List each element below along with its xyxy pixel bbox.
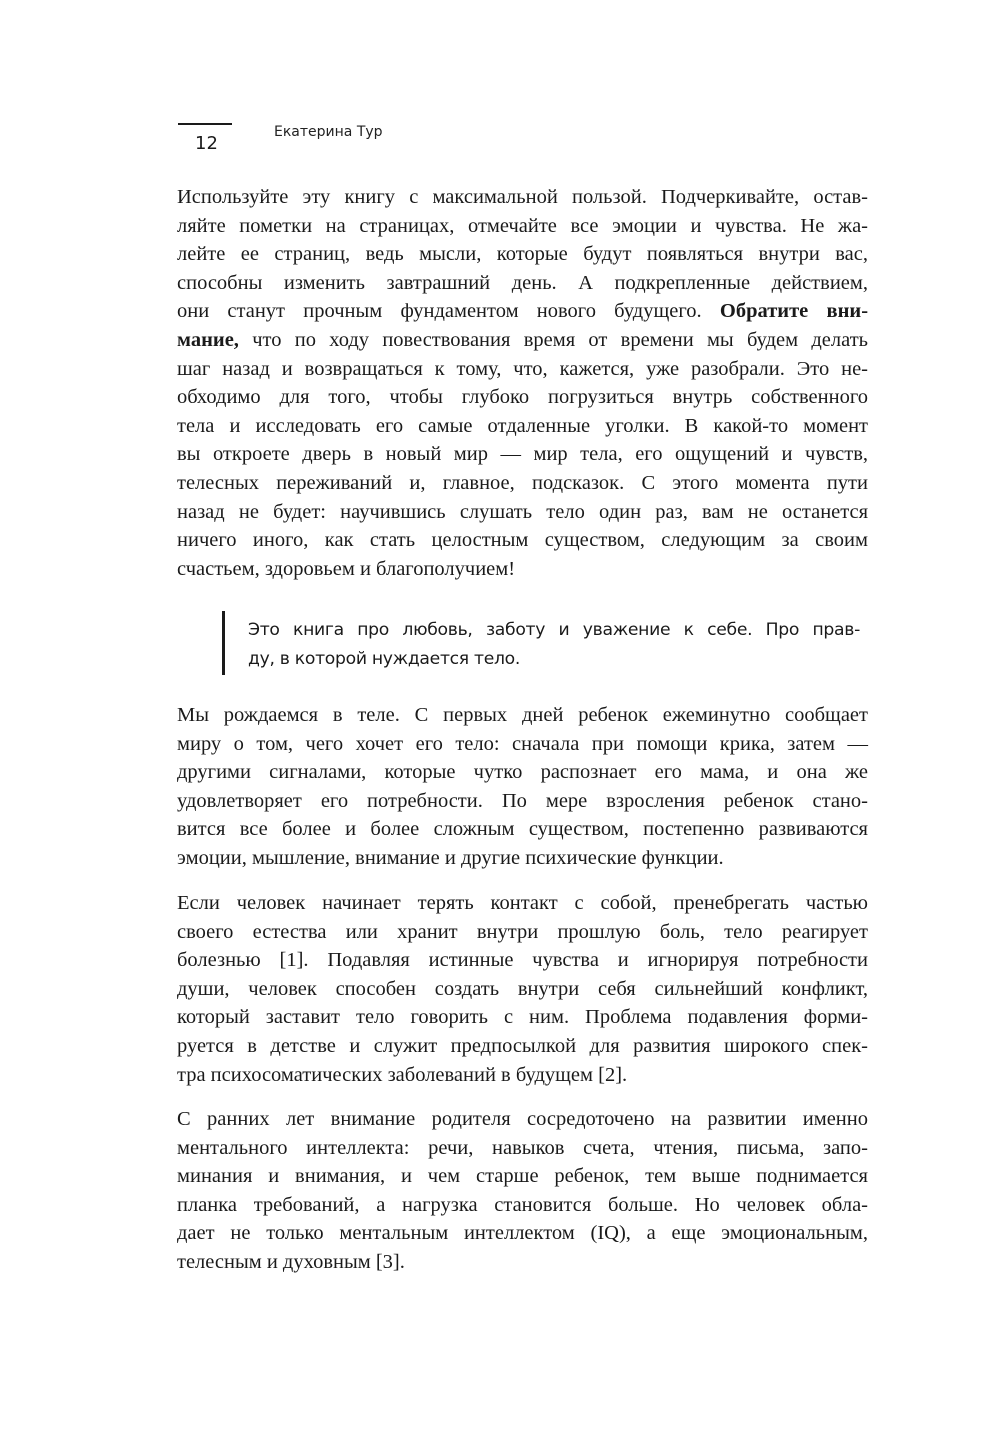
text-line: эмоции, мышление, внимание и другие психические функции.: [177, 846, 724, 869]
text-line: [177, 297, 868, 326]
text-line: который заставит тело говорить с ним. Проблема подавления форми-: [177, 1006, 868, 1029]
text-line: вы откроете дверь в новый мир — мир тела, его ощущений и чувств,: [177, 443, 868, 466]
text-line: шаг назад и возвращаться к тому, что, кажется, уже разобрали. Это не-: [177, 357, 868, 380]
text-span: они станут прочным фундаментом нового будущего.: [177, 300, 702, 323]
text-line: Используйте эту книгу с максимальной пользой. Подчеркивайте, остав-: [177, 186, 868, 208]
bold-emphasis: мание,: [177, 328, 239, 351]
text-line: телесных переживаний и, главное, подсказок. С этого момента пути: [177, 471, 868, 494]
text-line: своего естества или хранит внутри прошлую боль, тело реагирует: [177, 920, 868, 943]
text-line: болезнью [1]. Подавляя истинные чувства и игнорируя потребности: [177, 949, 868, 972]
text-line: способны изменить завтрашний день. А подкрепленные действием,: [177, 271, 868, 294]
text-line: минания и внимания, и чем старше ребенок, тем выше поднимается: [177, 1165, 868, 1188]
quote-line: Это книга про любовь, заботу и уважение к себе. Про прав-: [248, 620, 860, 640]
text-line: ментального интеллекта: речи, навыков счета, чтения, письма, запо-: [177, 1136, 868, 1159]
text-line: счастьем, здоровьем и благополучием!: [177, 557, 516, 580]
text-line: руется в детстве и служит предпосылкой для развития широкого спек-: [177, 1034, 868, 1057]
text-line: тра психосоматических заболеваний в будущем [2].: [177, 1063, 628, 1086]
text-line: [177, 326, 868, 355]
text-line: ничего иного, как стать целостным существом, следующим за своим: [177, 529, 868, 552]
page-number: 12: [195, 133, 218, 154]
text-line: души, человек способен создать внутри себя сильнейший конфликт,: [177, 977, 868, 1000]
text-line: миру о том, чего хочет его тело: сначала при помощи крика, затем —: [177, 732, 868, 755]
text-line: вится все более и более сложным существом, постепенно развиваются: [177, 818, 868, 841]
text-line: Если человек начинает терять контакт с собой, пренебрегать частью: [177, 892, 868, 914]
text-span: что по ходу повествования время от времени мы будем делать: [252, 328, 869, 351]
paragraph-4: [177, 1105, 868, 1277]
paragraph-1: [177, 183, 868, 583]
text-line: дает не только ментальным интеллектом (IQ), а еще эмоциональным,: [177, 1222, 868, 1245]
paragraph-3: [177, 889, 868, 1089]
bold-emphasis: Обратите вни-: [719, 300, 869, 323]
text-line: планка требований, а нагрузка становится больше. Но человек обла-: [177, 1193, 868, 1216]
quote-bar: [222, 611, 225, 675]
quote-line: ду, в которой нуждается тело.: [248, 649, 521, 669]
page-header: [178, 123, 578, 163]
running-head-author: Екатерина Тур: [274, 124, 383, 140]
text-line: С ранних лет внимание родителя сосредоточено на развитии именно: [177, 1108, 868, 1130]
text-line: удовлетворяет его потребности. По мере взросления ребенок стано-: [177, 789, 868, 812]
text-line: обходимо для того, чтобы глубоко погрузиться внутрь собственного: [177, 386, 868, 409]
text-line: Мы рождаемся в теле. С первых дней ребенок ежеминутно сообщает: [177, 704, 868, 726]
text-line: ляйте пометки на страницах, отмечайте все эмоции и чувства. Не жа-: [177, 214, 868, 237]
text-line: другими сигналами, которые чутко распознает его мама, и она же: [177, 761, 868, 784]
page-number-rule: [178, 123, 232, 125]
text-line: лейте ее страниц, ведь мысли, которые будут появляться внутри вас,: [177, 243, 868, 266]
text-line: телесным и духовным [3].: [177, 1250, 405, 1273]
pull-quote: [222, 609, 868, 675]
text-line: тела и исследовать его самые отдаленные уголки. В какой-то момент: [177, 414, 868, 437]
text-line: назад не будет: научившись слушать тело один раз, вам не останется: [177, 500, 868, 523]
paragraph-2: [177, 701, 868, 873]
quote-text: [248, 616, 860, 674]
